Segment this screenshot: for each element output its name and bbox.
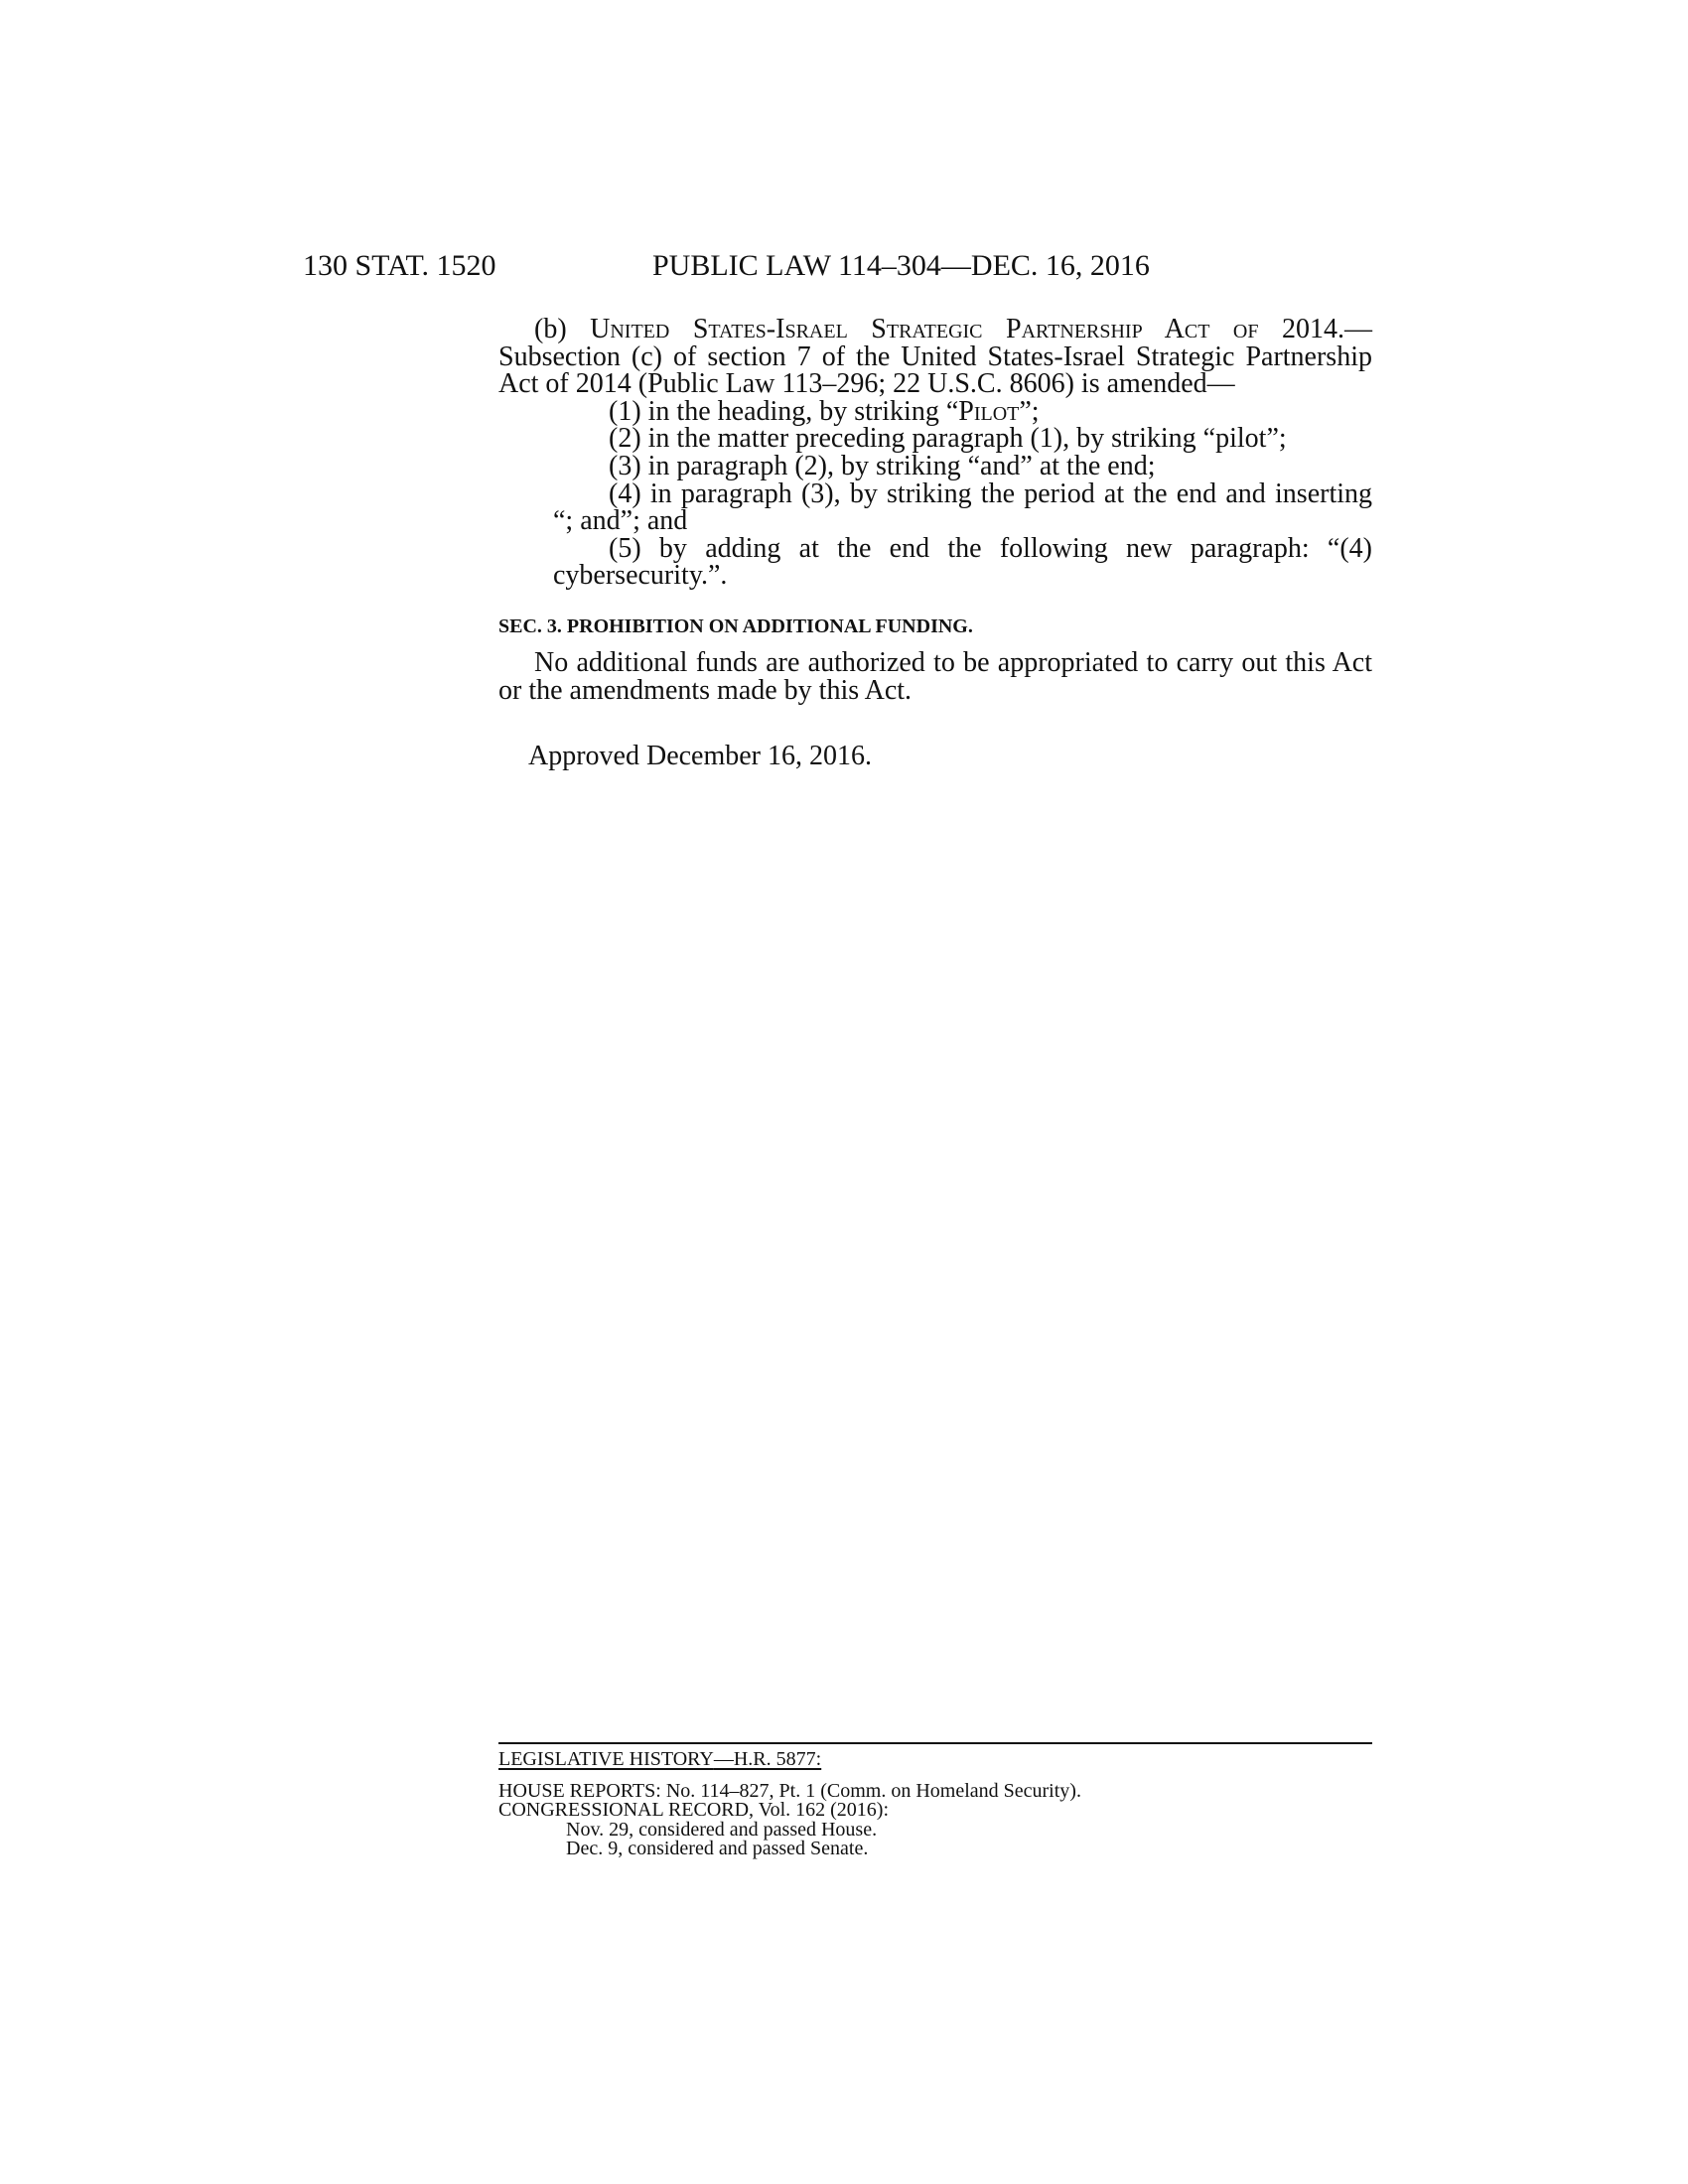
- subsection-b-text: .—Subsection (c) of section 7 of the United States-Israel Strategic Partnership Act of 2014 (Public Law 113–296; 22 U.S.C. 8606) is amended—: [498, 314, 1372, 400]
- amendment-item-1-end: ”;: [1019, 395, 1040, 427]
- amendment-item-5: (5) by adding at the end the following new paragraph: “(4) cybersecurity.”.: [553, 532, 1372, 592]
- legislative-history-label: LEGISLATIVE HISTORY: [498, 1748, 714, 1770]
- amendment-item-3: (3) in paragraph (2), by striking “and” at the end;: [609, 450, 1156, 481]
- house-action-line: Nov. 29, considered and passed House.: [566, 1818, 878, 1841]
- amendment-item-1-struck-word: Pilot: [958, 395, 1020, 427]
- subsection-b-marker: (b): [534, 314, 591, 344]
- amendment-item-2: (2) in the matter preceding paragraph (1), by striking “pilot”;: [609, 423, 1287, 455]
- house-reports-line: HOUSE REPORTS: No. 114–827, Pt. 1 (Comm. on Homeland Security).: [498, 1779, 1081, 1802]
- legislative-history-entries: [498, 1779, 1372, 1859]
- legislative-history-heading: [498, 1750, 1372, 1770]
- subsection-b-heading: United States-Israel Strategic Partnership Act of 2014: [590, 314, 1337, 344]
- amendment-item-1: [498, 395, 1372, 427]
- legislative-history-bill: —H.R. 5877:: [713, 1748, 822, 1770]
- amendment-item-1-text: (1) in the heading, by striking “: [609, 395, 959, 427]
- main-text-column: [498, 316, 1372, 770]
- statute-page-reference: 130 STAT. 1520: [303, 249, 496, 282]
- subsection-b-intro: [498, 316, 1372, 398]
- senate-action-line: Dec. 9, considered and passed Senate.: [566, 1838, 869, 1859]
- running-header-title: PUBLIC LAW 114–304—DEC. 16, 2016: [652, 249, 1150, 282]
- section-3-body: No additional funds are authorized to be appropriated to carry out this Act or the amendments made by this Act.: [498, 646, 1372, 706]
- approval-date: Approved December 16, 2016.: [528, 741, 873, 772]
- amendment-item-4: (4) in paragraph (3), by striking the period at the end and inserting “; and”; and: [553, 478, 1372, 537]
- congressional-record-line: CONGRESSIONAL RECORD, Vol. 162 (2016):: [498, 1799, 889, 1821]
- section-3-heading: SEC. 3. PROHIBITION ON ADDITIONAL FUNDING.: [498, 614, 973, 637]
- legislative-history: [498, 1742, 1372, 1859]
